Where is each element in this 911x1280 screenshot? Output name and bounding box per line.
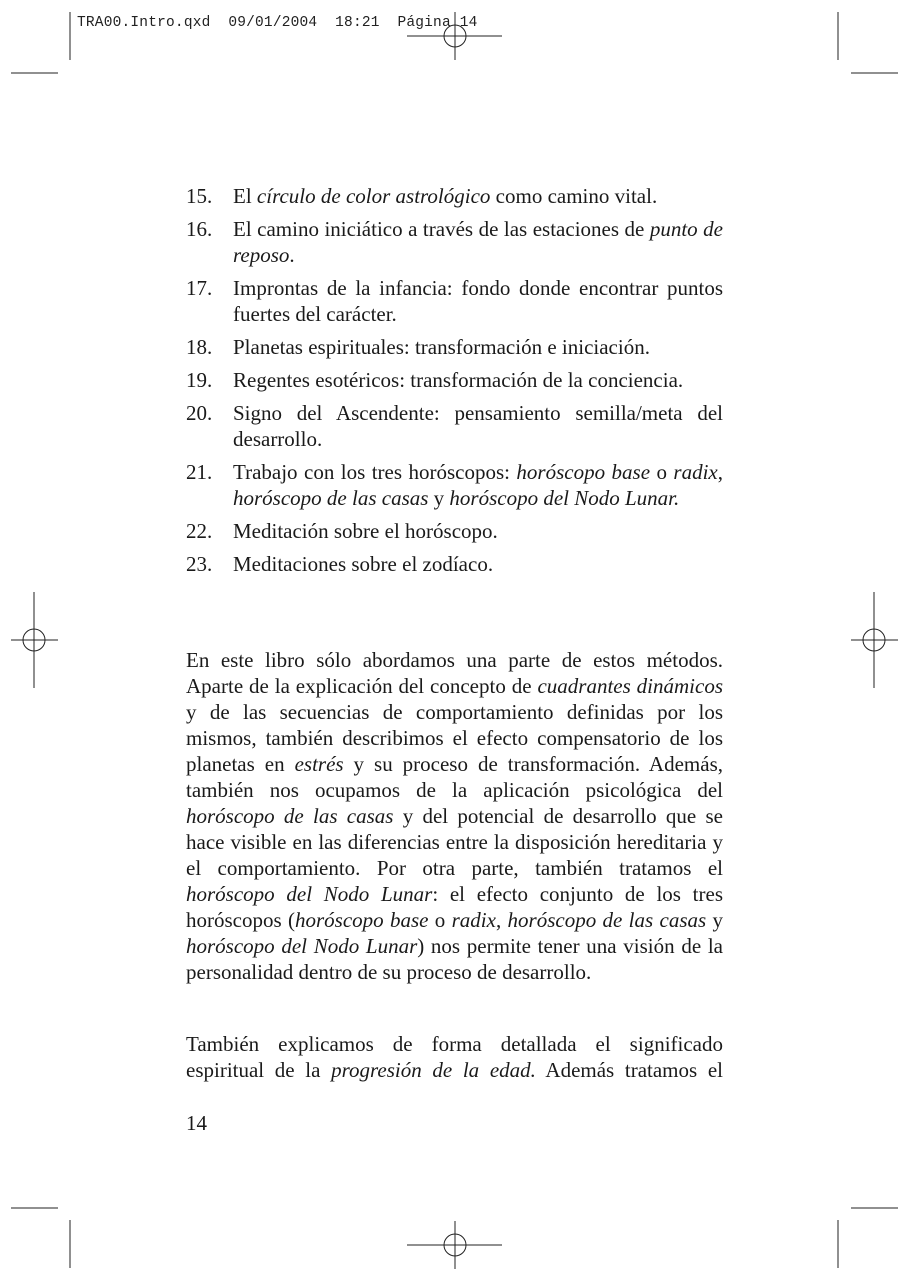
list-item: 22. Meditación sobre el horóscopo. (186, 519, 498, 543)
list-item: 20. Signo del Ascendente: pensamiento semilla/meta del desarrollo. (186, 401, 723, 451)
registration-mark-top (407, 12, 502, 60)
body-paragraph: También explicamos de forma detallada el significado espiritual de la progresión de la edad. Además tratamos el (186, 1032, 723, 1082)
list-item: 15. El círculo de color astrológico como camino vital. (186, 184, 658, 208)
list-item: 16. El camino iniciático a través de las estaciones de punto de reposo. (186, 217, 723, 267)
list-item: 23. Meditaciones sobre el zodíaco. (186, 552, 494, 576)
print-slug: TRA00.Intro.qxd 09/01/2004 18:21 Página 14 (77, 15, 478, 31)
page-number: 14 (186, 1111, 207, 1135)
list-item: 21. Trabajo con los tres horóscopos: horóscopo base o radix, horóscopo de las casas y horóscopo del Nodo Lunar. (186, 460, 723, 510)
list-item: 18. Planetas espirituales: transformación e iniciación. (186, 335, 650, 359)
registration-mark-bottom (407, 1221, 502, 1269)
registration-mark-left (11, 592, 58, 688)
registration-mark-right (851, 592, 898, 688)
list-item: 17. Improntas de la infancia: fondo donde encontrar puntos fuertes del carácter. (186, 276, 723, 326)
body-paragraph: En este libro sólo abordamos una parte de estos métodos. Aparte de la explicación del concepto de cuadrantes dinámicos y de las secuencias de comportamiento definidas por los mismos, también describimos el efecto compensatorio de los planetas en estrés y su proceso de transformación. Además, también nos ocupamos de la aplicación psicológica del horóscopo de las casas y del potencial de desarrollo que se hace visible en las diferencias entre la disposición hereditaria y el comportamiento. Por otra parte, también tratamos el horóscopo del Nodo Lunar: el efecto conjunto de los tres horóscopos (horóscopo base o radix, horóscopo de las casas y horóscopo del Nodo Lunar) nos permite tener una visión de la personalidad dentro de su proceso de desarrollo. (186, 648, 723, 984)
list-item: 19. Regentes esotéricos: transformación de la conciencia. (186, 368, 684, 392)
method-list (186, 183, 723, 584)
